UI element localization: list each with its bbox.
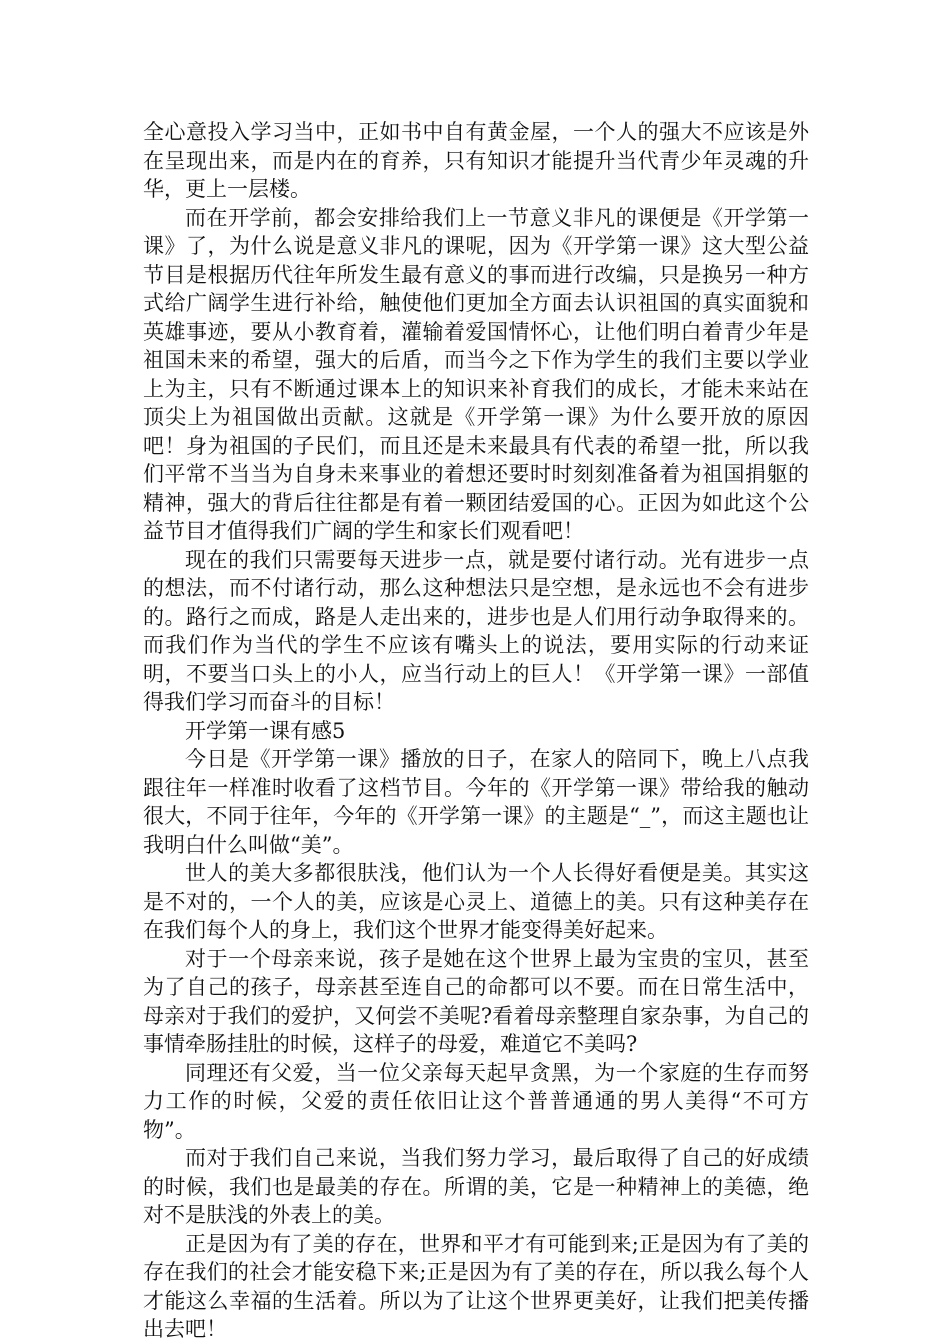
paragraph: 而在开学前，都会安排给我们上一节意义非凡的课便是《开学第一课》了，为什么说是意义非凡的课呢，因为《开学第一课》这大型公益节目是根据历代往年所发生最有意义的事而进行改编，只是换另一种方式给广阔学生进行补给，触使他们更加全方面去认识祖国的真实面貌和英雄事迹，要从小教育着，灌输着爱国情怀心，让他们明白着青少年是祖国未来的希望，强大的后盾，而当今之下作为学生的我们主要以学业上为主，只有不断通过课本上的知识来补育我们的成长，才能未来站在顶尖上为祖国做出贡献。这就是《开学第一课》为什么要开放的原因吧！身为祖国的子民们，而且还是未来最具有代表的希望一批，所以我们平常不当当为自身未来事业的着想还要时时刻刻准备着为祖国捐躯的精神，强大的背后往往都是有着一颗团结爱国的心。正因为如此这个公益节目才值得我们广阔的学生和家长们观看吧！ <box>143 205 809 543</box>
paragraph: 正是因为有了美的存在，世界和平才有可能到来;正是因为有了美的存在我们的社会才能安稳下来;正是因为有了美的存在，所以我么每个人才能这么幸福的生活着。所以为了让这个世界更美好，让我们把美传播出去吧！ <box>143 1231 809 1341</box>
document-page <box>143 118 809 1344</box>
paragraph: 今日是《开学第一课》播放的日子，在家人的陪同下，晚上八点我跟往年一样准时收看了这档节目。今年的《开学第一课》带给我的触动很大，不同于往年，今年的《开学第一课》的主题是“_”，而这主题也让我明白什么叫做“美”。 <box>143 747 809 857</box>
paragraph: 同理还有父爱，当一位父亲每天起早贪黑，为一个家庭的生存而努力工作的时候，父爱的责任依旧让这个普普通通的男人美得“不可方物”。 <box>143 1060 809 1142</box>
paragraph: 而对于我们自己来说，当我们努力学习，最后取得了自己的好成绩的时候，我们也是最美的存在。所谓的美，它是一种精神上的美德，绝对不是肤浅的外表上的美。 <box>143 1146 809 1227</box>
paragraph: 世人的美大多都很肤浅，他们认为一个人长得好看便是美。其实这是不对的，一个人的美，应该是心灵上、道德上的美。只有这种美存在在我们每个人的身上，我们这个世界才能变得美好起来。 <box>143 861 809 942</box>
paragraph: 对于一个母亲来说，孩子是她在这个世界上最为宝贵的宝贝，甚至为了自己的孩子，母亲甚至连自己的命都可以不要。而在日常生活中，母亲对于我们的爱护，又何尝不美呢?看着母亲整理自家杂事，为自己的事情牵肠挂肚的时候，这样子的母爱，难道它不美吗? <box>143 946 809 1056</box>
paragraph: 现在的我们只需要每天进步一点，就是要付诸行动。光有进步一点的想法，而不付诸行动，那么这种想法只是空想，是永远也不会有进步的。路行之而成，路是人走出来的，进步也是人们用行动争取得来的。而我们作为当代的学生不应该有嘴头上的说法，要用实际的行动来证明，不要当口头上的小人，应当行动上的巨人！《开学第一课》一部值得我们学习而奋斗的目标！ <box>143 547 809 714</box>
paragraph-continuation: 全心意投入学习当中，正如书中自有黄金屋，一个人的强大不应该是外在呈现出来，而是内在的育养，只有知识才能提升当代青少年灵魂的升华，更上一层楼。 <box>143 120 809 201</box>
section-heading: 开学第一课有感5 <box>185 718 346 743</box>
